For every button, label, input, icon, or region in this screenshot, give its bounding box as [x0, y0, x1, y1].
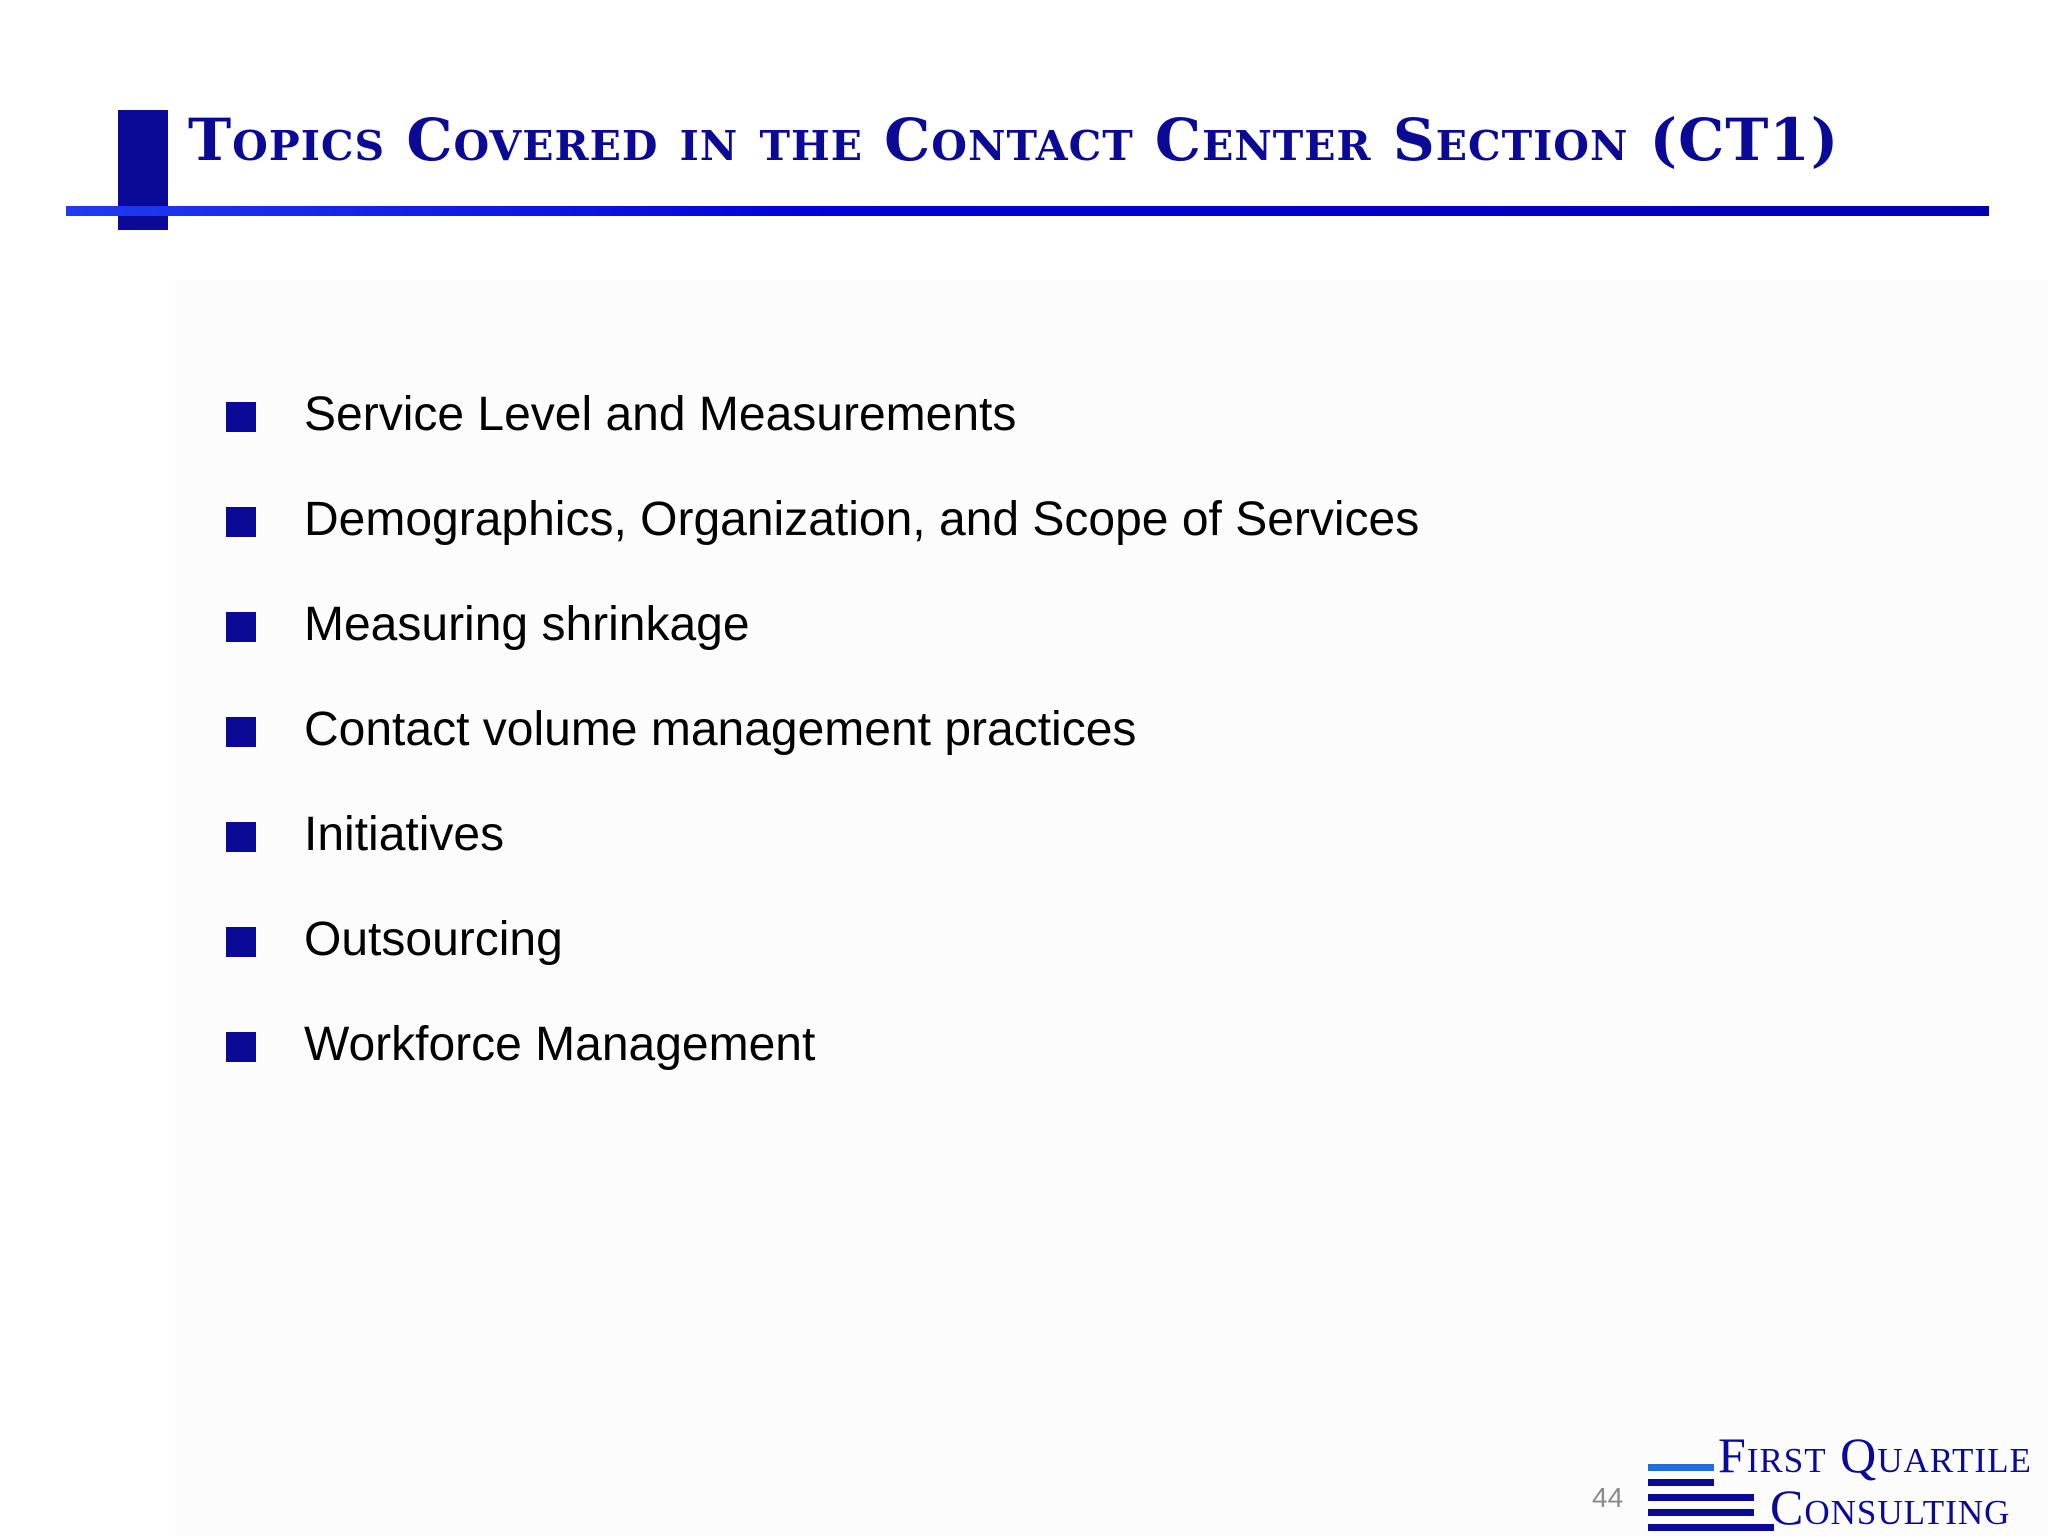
- bullet-text: Initiatives: [304, 808, 505, 861]
- square-bullet-icon: [226, 612, 256, 642]
- square-bullet-icon: [226, 927, 256, 957]
- list-item: [226, 485, 1419, 590]
- list-item: [226, 800, 1419, 905]
- list-item: [226, 905, 1419, 1010]
- bullet-list: [226, 380, 1419, 1115]
- logo-bar-icon: [1648, 1494, 1754, 1501]
- logo-text-line2: Consulting: [1770, 1479, 2011, 1535]
- bullet-text: Workforce Management: [304, 1018, 816, 1071]
- logo-bar-icon: [1648, 1524, 1774, 1531]
- bullet-text: Measuring shrinkage: [304, 598, 750, 651]
- square-bullet-icon: [226, 507, 256, 537]
- square-bullet-icon: [226, 1032, 256, 1062]
- logo-text-line1: First Quartile: [1718, 1427, 2032, 1483]
- slide-title: Topics Covered in the Contact Center Section (CT1): [188, 106, 1840, 174]
- list-item: [226, 590, 1419, 695]
- bullet-text: Service Level and Measurements: [304, 388, 1017, 441]
- square-bullet-icon: [226, 822, 256, 852]
- bullet-text: Outsourcing: [304, 913, 563, 966]
- list-item: [226, 695, 1419, 800]
- page-number: 44: [1592, 1482, 1624, 1513]
- list-item: [226, 380, 1419, 485]
- logo-bar-icon: [1648, 1509, 1754, 1516]
- square-bullet-icon: [226, 402, 256, 432]
- title-underline: [66, 206, 1989, 216]
- logo-bar-icon: [1648, 1464, 1714, 1471]
- logo-bar-icon: [1648, 1479, 1714, 1486]
- list-item: [226, 1010, 1419, 1115]
- square-bullet-icon: [226, 717, 256, 747]
- bullet-text: Contact volume management practices: [304, 703, 1137, 756]
- company-logo: [1648, 1427, 2048, 1536]
- bullet-text: Demographics, Organization, and Scope of Services: [304, 493, 1420, 546]
